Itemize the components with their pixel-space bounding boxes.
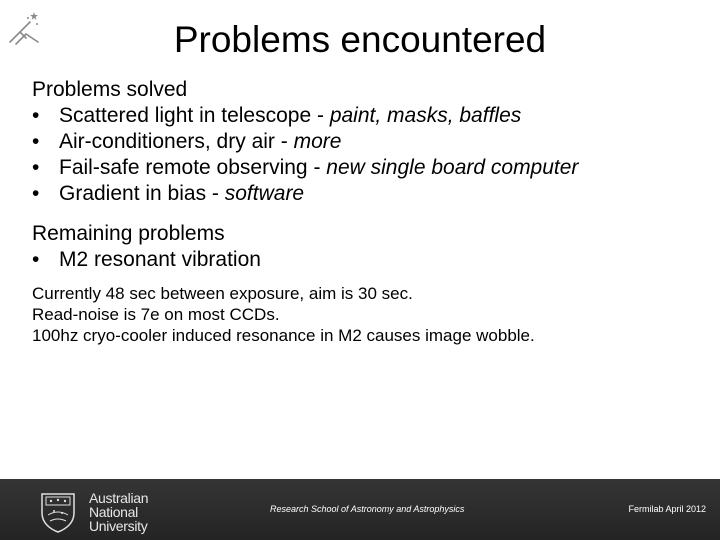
- note-line: Currently 48 sec between exposure, aim is 30 sec.: [32, 284, 413, 303]
- list-item-text: M2 resonant vibration: [59, 248, 261, 271]
- bullet-marker: •: [32, 104, 40, 127]
- slide-title: Problems encountered: [173, 19, 547, 60]
- problems-solved-heading: Problems solved: [32, 78, 188, 101]
- anu-wordmark: [89, 491, 148, 533]
- school-name: Research School of Astronomy and Astrophysics: [270, 504, 465, 514]
- note-line: 100hz cryo-cooler induced resonance in M2 causes image wobble.: [32, 326, 535, 345]
- footer-bar: [0, 479, 720, 540]
- list-item-text: Air-conditioners, dry air -: [59, 130, 294, 153]
- list-item-text: Scattered light in telescope -: [59, 104, 330, 127]
- list-item: [32, 103, 702, 129]
- list-item-detail: more: [293, 130, 342, 153]
- slide-body: [32, 77, 702, 346]
- list-item-detail: software: [224, 182, 305, 205]
- list-item-detail: new single board computer: [326, 156, 579, 179]
- anu-wordmark-line: National: [89, 504, 138, 520]
- venue-date: Fermilab April 2012: [628, 504, 706, 514]
- list-item: [32, 181, 702, 207]
- list-item-text: Gradient in bias -: [59, 182, 225, 205]
- anu-wordmark-line: University: [89, 518, 148, 534]
- note-line: Read-noise is 7e on most CCDs.: [32, 305, 280, 324]
- bullet-marker: •: [32, 156, 40, 179]
- anu-crest-icon: [38, 491, 78, 533]
- list-item-detail: paint, masks, baffles: [329, 104, 522, 127]
- anu-wordmark-line: Australian: [89, 490, 149, 506]
- bullet-marker: •: [32, 248, 40, 271]
- bullet-marker: •: [32, 130, 40, 153]
- list-item: [32, 155, 702, 181]
- remaining-problems-heading: Remaining problems: [32, 222, 225, 245]
- bullet-marker: •: [32, 182, 40, 205]
- list-item-text: Fail-safe remote observing -: [59, 156, 327, 179]
- list-item: [32, 247, 702, 273]
- list-item: [32, 129, 702, 155]
